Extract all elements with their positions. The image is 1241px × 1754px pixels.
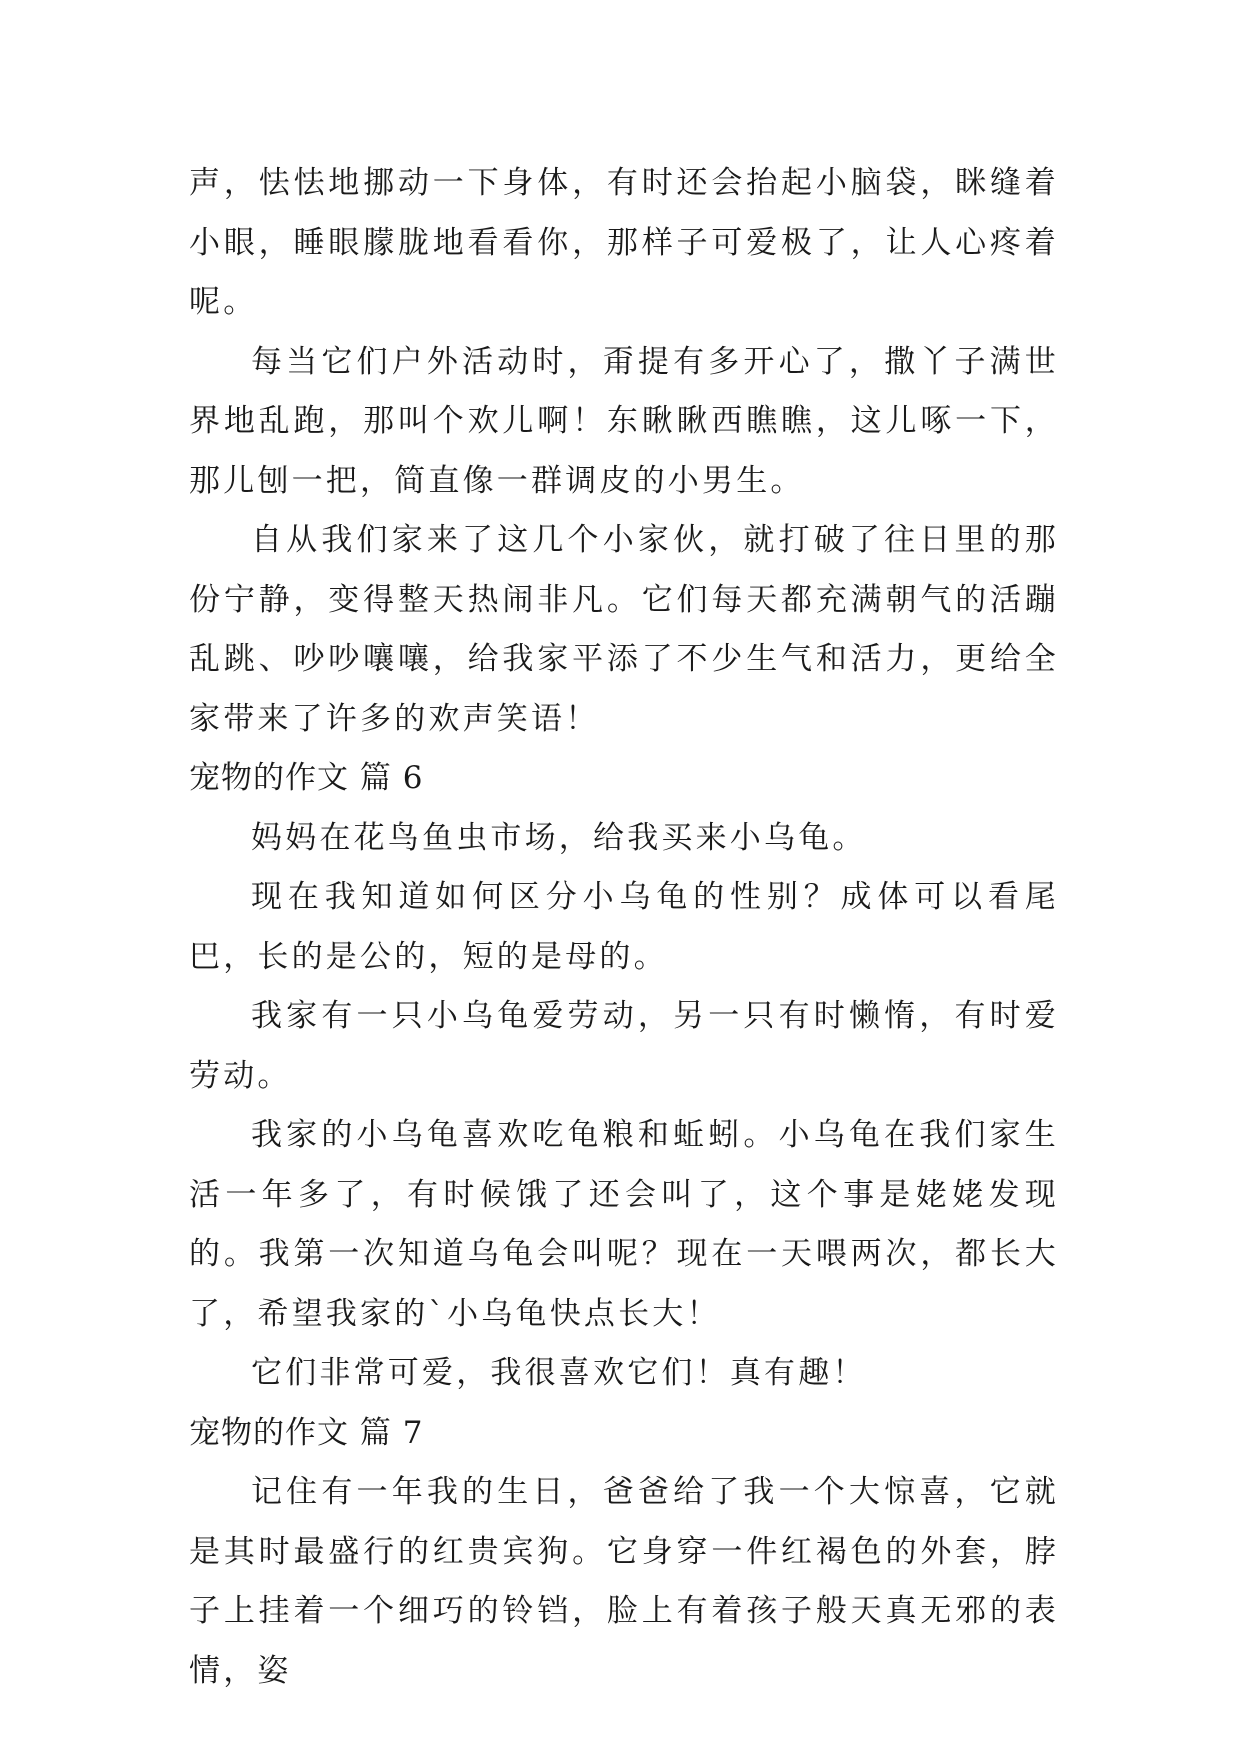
section-heading-7: 宠物的作文 篇 7 <box>189 1414 424 1451</box>
paragraph-8: 它们非常可爱，我很喜欢它们！真有趣！ <box>251 1355 867 1391</box>
section-heading-6: 宠物的作文 篇 6 <box>189 760 424 796</box>
paragraph-3: 自从我们家来了这几个小家伙，就打破了往日里的那份宁静，变得整天热闹非凡。它们每天都充满朝气的活蹦乱跳、吵吵嚷嚷，给我家平添了不少生气和活力，更给全家带来了许多的欢声笑语！ <box>189 522 1059 737</box>
paragraph-9: 记住有一年我的生日，爸爸给了我一个大惊喜，它就是其时最盛行的红贵宾狗。它身穿一件红褐色的外套，脖子上挂着一个细巧的铃铛，脸上有着孩子般天真无邪的表情，姿 <box>189 1474 1059 1689</box>
paragraph-6: 我家有一只小乌龟爱劳动，另一只有时懒惰，有时爱劳动。 <box>189 998 1059 1094</box>
paragraph-5: 现在我知道如何区分小乌龟的性别？成体可以看尾巴，长的是公的，短的是母的。 <box>189 879 1059 975</box>
paragraph-4: 妈妈在花鸟鱼虫市场，给我买来小乌龟。 <box>251 819 867 856</box>
paragraph-7: 我家的小乌龟喜欢吃龟粮和蚯蚓。小乌龟在我们家生活一年多了，有时候饿了还会叫了，这个事是姥姥发现的。我第一次知道乌龟会叫呢？现在一天喂两次，都长大了，希望我家的`小乌龟快点长大！ <box>189 1117 1059 1332</box>
document-body <box>189 154 1059 1701</box>
paragraph-2: 每当它们户外活动时，甭提有多开心了，撒丫子满世界地乱跑，那叫个欢儿啊！东瞅瞅西瞧瞧，这儿啄一下，那儿刨一把，简直像一群调皮的小男生。 <box>189 343 1059 499</box>
paragraph-1: 声，怯怯地挪动一下身体，有时还会抬起小脑袋，眯缝着小眼，睡眼朦胧地看看你，那样子可爱极了，让人心疼着呢。 <box>189 165 1059 320</box>
